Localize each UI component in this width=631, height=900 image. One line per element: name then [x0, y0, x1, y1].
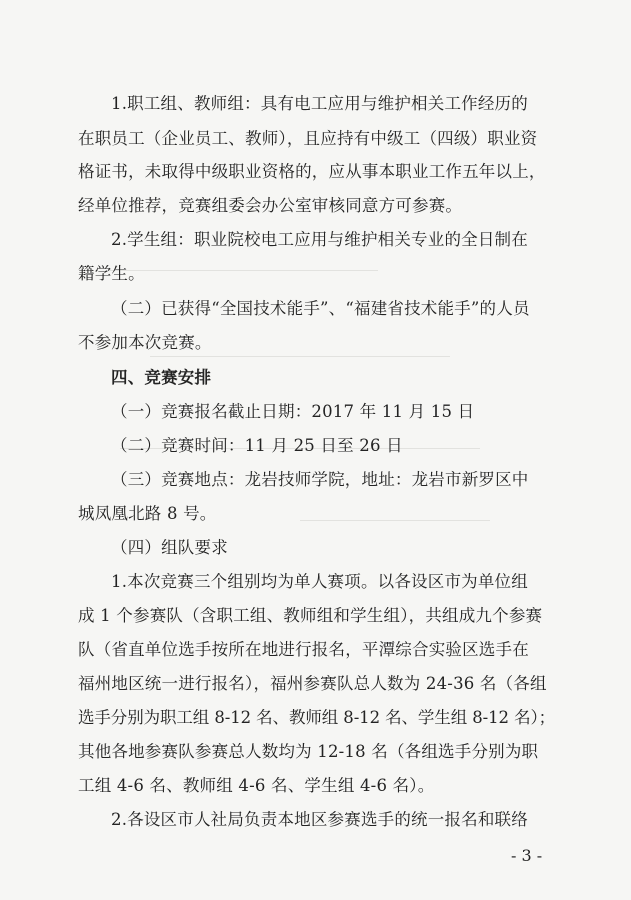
paragraph-line: 籍学生。 [78, 264, 145, 283]
subsection-heading: （四）组队要求 [111, 538, 228, 557]
paragraph-line: （三）竞赛地点：龙岩技师学院，地址：龙岩市新罗区中 [111, 470, 529, 489]
paragraph-line: 城凤凰北路 8 号。 [78, 504, 217, 523]
paragraph-line: 格证书，未取得中级职业资格的，应从事本职业工作五年以上， [78, 162, 546, 181]
paragraph-line: 1.职工组、教师组：具有电工应用与维护相关工作经历的 [111, 94, 528, 113]
paragraph-line: 其他各地参赛队参赛总人数均为 12-18 名（各组选手分别为职 [78, 742, 539, 761]
paragraph-line: 福州地区统一进行报名），福州参赛队总人数为 24-36 名（各组 [78, 674, 547, 693]
page-number: - 3 - [511, 846, 543, 865]
paragraph-line: 队（省直单位选手按所在地进行报名，平潭综合实验区选手在 [78, 640, 529, 659]
paragraph-line: 经单位推荐，竞赛组委会办公室审核同意方可参赛。 [78, 196, 463, 215]
paragraph-line: 2.各设区市人社局负责本地区参赛选手的统一报名和联络 [111, 810, 528, 829]
bleed-through-mark [300, 520, 490, 521]
bleed-through-mark [108, 270, 378, 271]
paragraph-line: 2.学生组：职业院校电工应用与维护相关专业的全日制在 [111, 230, 528, 249]
paragraph-line: 工组 4-6 名、教师组 4-6 名、学生组 4-6 名）。 [78, 776, 435, 795]
paragraph-line: 选手分别为职工组 8-12 名、教师组 8-12 名、学生组 8-12 名）； [78, 708, 556, 727]
paragraph-line: （二）已获得“全国技术能手”、“福建省技术能手”的人员 [111, 299, 530, 318]
paragraph-line: 不参加本次竞赛。 [78, 333, 212, 352]
paragraph-line: 在职员工（企业员工、教师），且应持有中级工（四级）职业资 [78, 129, 538, 148]
section-heading: 四、竞赛安排 [111, 368, 212, 387]
paragraph-line: 成 1 个参赛队（含职工组、教师组和学生组），共组成九个参赛 [78, 606, 543, 625]
paragraph-line: （二）竞赛时间：11 月 25 日至 26 日 [111, 436, 403, 455]
paragraph-line: 1.本次竞赛三个组别均为单人赛项。以各设区市为单位组 [111, 572, 528, 591]
paragraph-line: （一）竞赛报名截止日期：2017 年 11 月 15 日 [111, 402, 475, 421]
bleed-through-mark [150, 356, 450, 357]
